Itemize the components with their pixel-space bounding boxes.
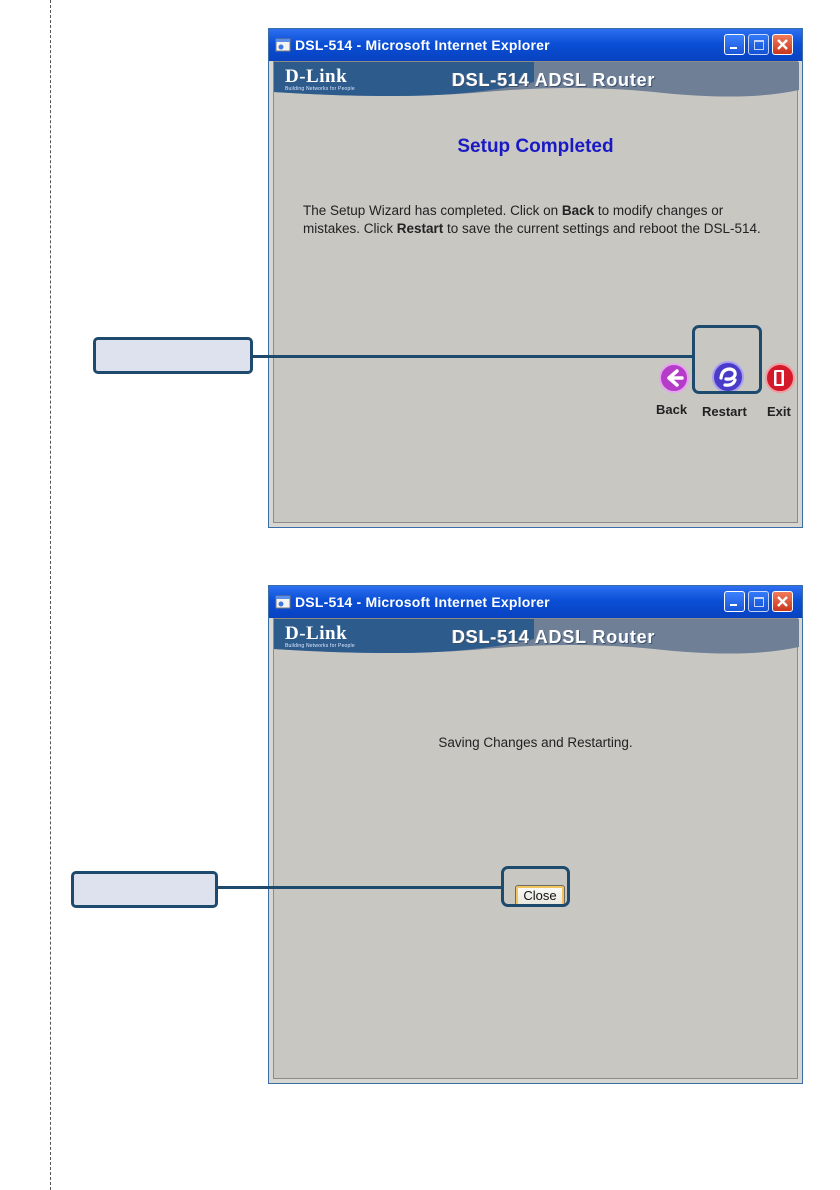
message-text: to save the current settings and reboot the DSL-514. [443, 221, 761, 236]
close-window-button[interactable] [772, 591, 793, 612]
wizard-message [303, 202, 783, 238]
d-link-logo: D-Link [285, 623, 348, 644]
exit-button-label[interactable]: Exit [767, 404, 791, 419]
router-header-banner [274, 619, 797, 655]
callout-connector-line [253, 355, 694, 358]
restart-highlight-box [692, 325, 762, 394]
minimize-button[interactable] [724, 591, 745, 612]
router-title: DSL-514 ADSL Router [452, 70, 656, 90]
page-heading: Setup Completed [457, 136, 614, 157]
back-button-label[interactable]: Back [656, 402, 688, 417]
close-window-button[interactable] [772, 34, 793, 55]
restart-button-label[interactable]: Restart [702, 404, 747, 419]
close-button[interactable]: Close [515, 885, 565, 907]
router-title: DSL-514 ADSL Router [452, 627, 656, 647]
back-arrow-icon[interactable] [658, 362, 690, 394]
title-bar[interactable] [269, 586, 802, 618]
message-text: The Setup Wizard has completed. Click on [303, 203, 562, 218]
d-link-tagline: Building Networks for People [285, 643, 355, 649]
exit-icon[interactable] [764, 362, 796, 394]
window-title: DSL-514 - Microsoft Internet Explorer [295, 594, 550, 610]
message-text: to modify changes or mistakes. Click [303, 203, 724, 236]
callout-connector-line [218, 886, 504, 889]
callout-box-close [71, 871, 218, 908]
maximize-button[interactable] [748, 34, 769, 55]
d-link-logo: D-Link [285, 66, 348, 87]
callout-box-restart [93, 337, 253, 374]
minimize-button[interactable] [724, 34, 745, 55]
maximize-button[interactable] [748, 591, 769, 612]
ie-window-icon [275, 594, 291, 610]
page-content [273, 61, 798, 523]
message-restart-word: Restart [396, 221, 444, 236]
close-highlight-box [501, 866, 570, 907]
router-header-banner [274, 62, 797, 98]
browser-window-saving [268, 585, 803, 1084]
ie-window-icon [275, 37, 291, 53]
close-x-icon [776, 595, 789, 608]
window-title: DSL-514 - Microsoft Internet Explorer [295, 37, 550, 53]
close-x-icon [776, 38, 789, 51]
saving-status-text: Saving Changes and Restarting. [438, 735, 633, 750]
page-content [273, 618, 798, 1079]
d-link-tagline: Building Networks for People [285, 86, 355, 92]
title-bar[interactable] [269, 29, 802, 61]
message-back-word: Back [561, 203, 595, 218]
browser-window-setup-completed [268, 28, 803, 528]
page-margin-dashed-line [50, 0, 51, 1190]
